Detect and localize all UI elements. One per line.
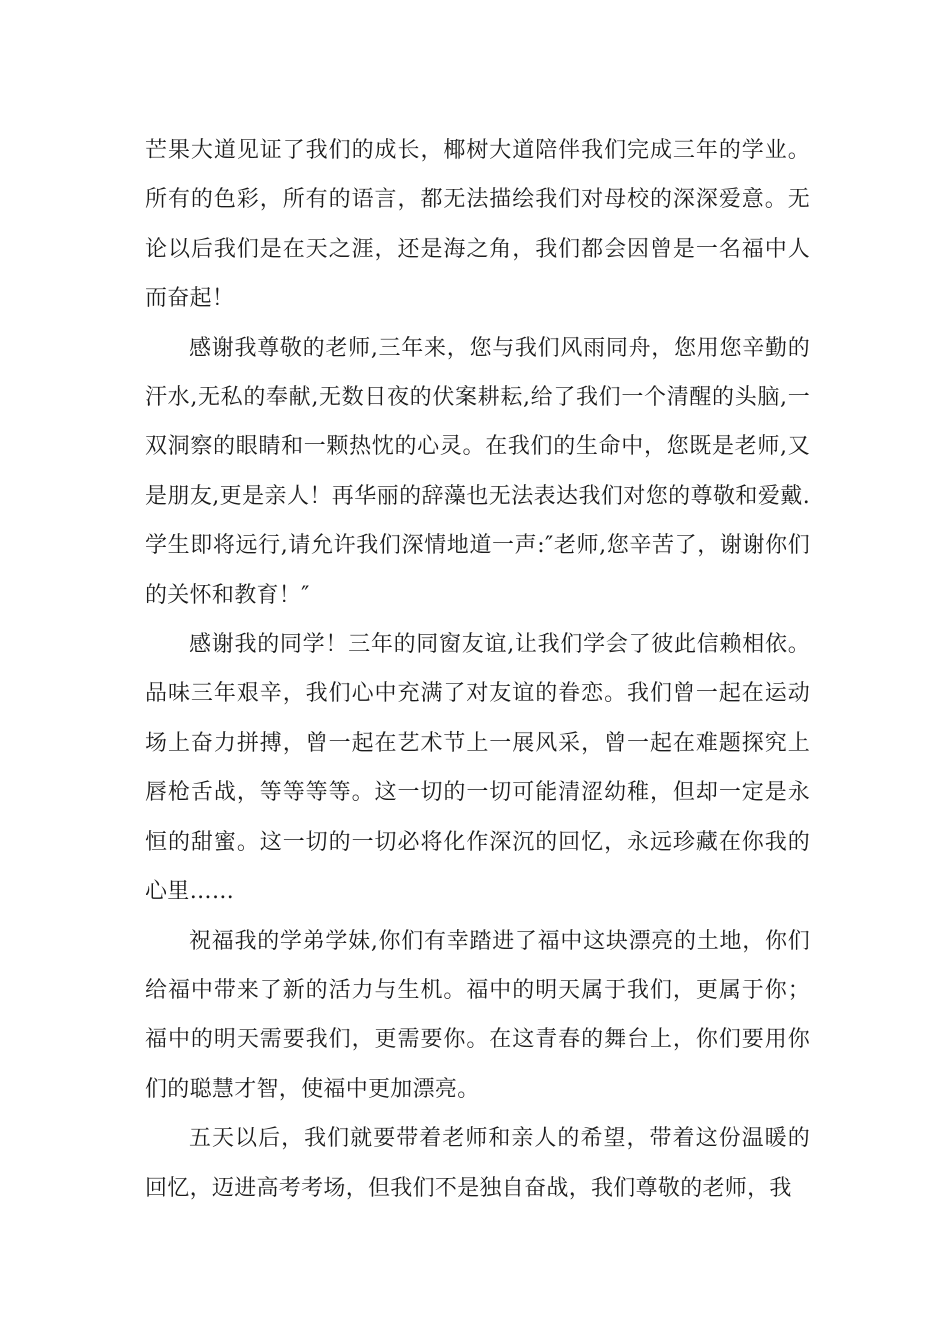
paragraph-2: 感谢我尊敬的老师,三年来，您与我们风雨同舟，您用您辛勤的汗水,无私的奉献,无数日夜的伏案耕耘,给了我们一个清醒的头脑,一双洞察的眼睛和一颗热忱的心灵。在我们的生命中，您既是老师,又是朋友,更是亲人！再华丽的辞藻也无法表达我们对您的尊敬和爱戴.学生即将远行,请允许我们深情地道一声:″老师,您辛苦了，谢谢你们的关怀和教育！″ [145,335,810,608]
paragraph-5: 五天以后，我们就要带着老师和亲人的希望，带着这份温暖的回忆，迈进高考考场，但我们不是独自奋战，我们尊敬的老师，我 [145,1126,810,1201]
paragraph-4: 祝福我的学弟学妹,你们有幸踏进了福中这块漂亮的土地，你们给福中带来了新的活力与生机。福中的明天属于我们，更属于你；福中的明天需要我们，更需要你。在这青春的舞台上，你们要用你们的聪慧才智，使福中更加漂亮。 [145,928,810,1102]
document-body [145,126,810,1213]
paragraph-1: 芒果大道见证了我们的成长，椰树大道陪伴我们完成三年的学业。所有的色彩，所有的语言，都无法描绘我们对母校的深深爱意。无论以后我们是在天之涯，还是海之角，我们都会因曾是一名福中人而奋起！ [145,138,810,312]
paragraph-3: 感谢我的同学！三年的同窗友谊,让我们学会了彼此信赖相依。品味三年艰辛，我们心中充满了对友谊的眷恋。我们曾一起在运动场上奋力拼搏，曾一起在艺术节上一展风采，曾一起在难题探究上唇枪舌战，等等等等。这一切的一切可能清涩幼稚，但却一定是永恒的甜蜜。这一切的一切必将化作深沉的回忆，永远珍藏在你我的心里…… [145,632,810,905]
